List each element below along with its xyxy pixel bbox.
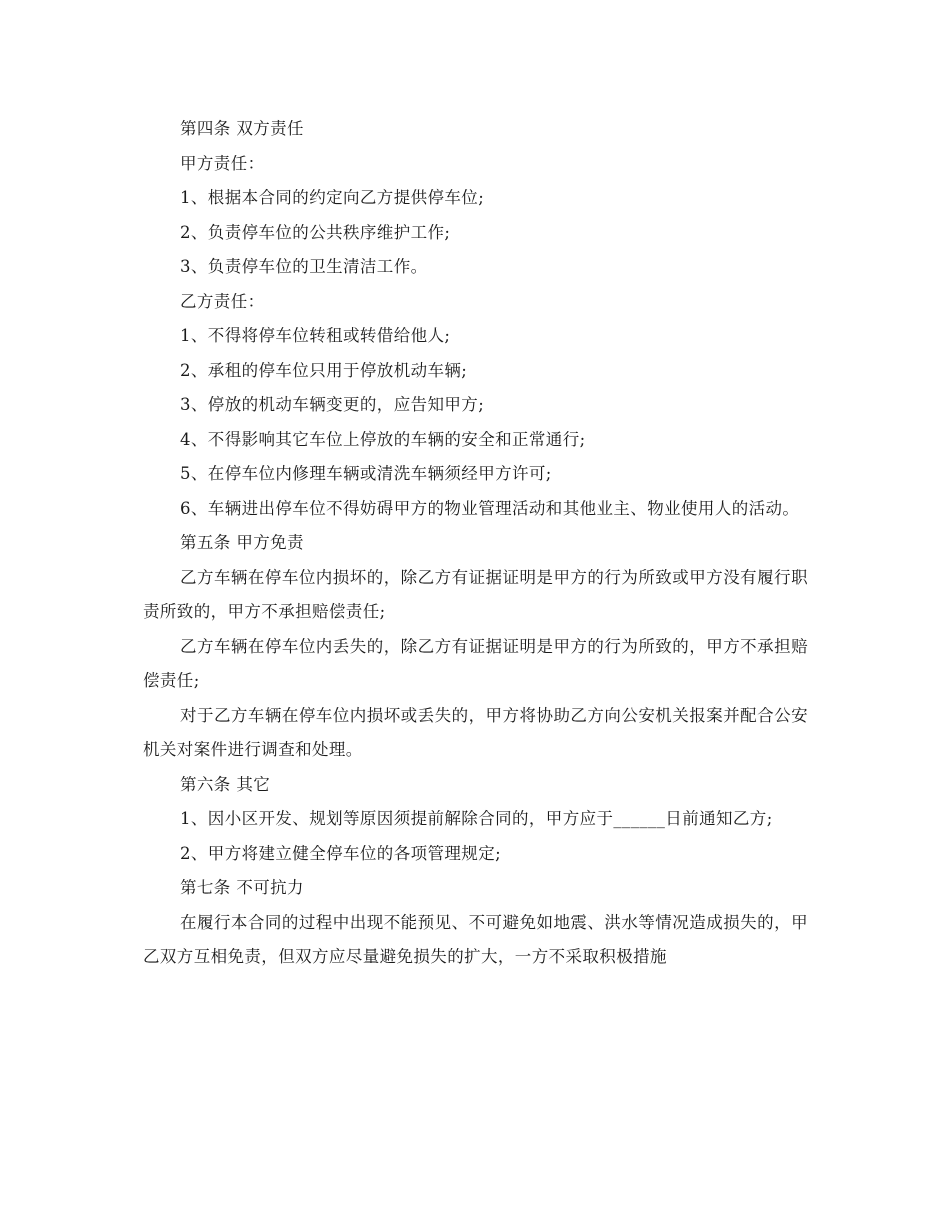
- article-5-heading: 第五条 甲方免责: [180, 533, 304, 552]
- article-5-clause-2: 乙方车辆在停车位内丢失的，除乙方有证据证明是甲方的行为所致的，甲方不承担赔偿责任;: [143, 636, 808, 690]
- article-6-clause-1: 1、因小区开发、规划等原因须提前解除合同的，甲方应于______日前通知乙方;: [180, 809, 773, 828]
- party-a-duty-2: 2、负责停车位的公共秩序维护工作;: [180, 222, 451, 242]
- article-4-heading: 第四条 双方责任: [180, 119, 304, 138]
- party-a-duty-3: 3、负责停车位的卫生清洁工作。: [180, 257, 428, 276]
- party-a-duties-heading: 甲方责任：: [180, 153, 265, 173]
- article-7-clause-1: 在履行本合同的过程中出现不能预见、不可避免如地震、洪水等情况造成损失的，甲乙双方互相免责，但双方应尽量避免损失的扩大，一方不采取积极措施: [143, 912, 808, 966]
- article-6-heading: 第六条 其它: [180, 774, 271, 794]
- party-b-duty-4: 4、不得影响其它车位上停放的车辆的安全和正常通行;: [180, 429, 586, 449]
- party-b-duty-6: 6、车辆进出停车位不得妨碍甲方的物业管理活动和其他业主、物业使用人的活动。: [180, 498, 800, 518]
- party-b-duty-1: 1、不得将停车位转租或转借给他人;: [180, 326, 451, 345]
- article-5-clause-3: 对于乙方车辆在停车位内损坏或丢失的，甲方将协助乙方向公安机关报案并配合公安机关对案件进行调查和处理。: [143, 705, 808, 759]
- party-b-duties-heading: 乙方责任：: [180, 291, 265, 311]
- article-6-clause-2: 2、甲方将建立健全停车位的各项管理规定;: [180, 843, 502, 863]
- party-b-duty-2: 2、承租的停车位只用于停放机动车辆;: [180, 360, 468, 380]
- party-b-duty-3: 3、停放的机动车辆变更的，应告知甲方;: [180, 395, 485, 414]
- document-body: [143, 112, 808, 975]
- party-b-duty-5: 5、在停车位内修理车辆或清洗车辆须经甲方许可;: [180, 464, 552, 483]
- article-7-heading: 第七条 不可抗力: [180, 878, 304, 897]
- party-a-duty-1: 1、根据本合同的约定向乙方提供停车位;: [180, 188, 485, 207]
- article-5-clause-1: 乙方车辆在停车位内损坏的，除乙方有证据证明是甲方的行为所致或甲方没有履行职责所致的，甲方不承担赔偿责任;: [143, 567, 808, 621]
